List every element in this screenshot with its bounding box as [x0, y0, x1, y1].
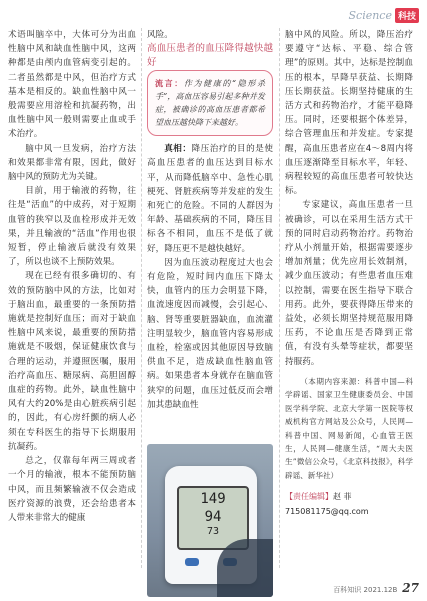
paragraph: 风险。	[147, 30, 173, 40]
truth-label: 真相：	[164, 144, 192, 155]
rumor-label: 流言：	[155, 78, 184, 89]
paragraph: 目前，用于输液的药物，往往是“活血”的中成药，对于短期血管的狭窄以及血栓形成并无效果，并且输液的“活血”作用也很短暂，停止输液后就没有效果了，所以也谈不上预防效果。	[8, 186, 136, 268]
source-note: （本期内容来源：科普中国—科学辟谣、国家卫生健康委员会、中国医学科学院、北京大学第一医院等权威机构官方网站及公众号，人民网—科普中国、网易新闻，心血管王医生，人民网—健康生活，“周大夫医生”微信公众号，《北京科技报》，科学辟谣、新华社）	[285, 376, 413, 480]
column-1	[8, 28, 136, 525]
page-footer	[333, 581, 419, 595]
paragraph: 因为血压波动程度过大也会有危险，短时间内血压下降太快，血管内的压力会明显下降，血流速度因而减慢，会引起心、脑、肾等重要脏器缺血，血流灌注明显较少，脑血管内容易形成血栓，栓塞或因其他原因导致脑供血不足，造成缺血性脑血管病。如果患者本身就存在脑血管狭窄的问题，血压过低反而会增加其患缺血性	[147, 257, 273, 410]
column-3	[285, 28, 413, 519]
column-divider	[279, 28, 280, 568]
section-tag: 科技	[395, 8, 419, 23]
paragraph: 脑中风一旦发病，治疗方法和效果都非常有限，因此，做好脑中风的预防尤为关键。	[8, 143, 136, 183]
section-label-en: Science	[348, 8, 392, 22]
diastolic-reading: 94	[204, 509, 222, 525]
monitor-button	[185, 558, 199, 566]
page-number: 27	[402, 581, 419, 595]
paragraph: 真相：降压治疗的目的是使高血压患者的血压达到目标水平，从而降低脑卒中、急性心肌梗死、肾脏疾病等并发症的发生和死亡的危险。不同的人群因为年龄、基础疾病的不同，降压目标各不相同，血压不是低了就好，降压更不是越快越好。	[147, 144, 273, 254]
paragraph: 现在已经有很多确切的、有效的预防脑中风的方法，比如对于脑出血，最重要的一条预防措施就是控制好血压；而对于缺血性脑中风来说，最重要的预防措施就是不吸烟，保证健康饮食与合理的运动，并遵照医嘱，服用治疗高血压、糖尿病、高胆固醇血症的药物。此外，缺血性脑中风有大约20%是由心脏疾病引起的，因此，有心房纤颤的病人必须在专科医生的指导下长期服用抗凝药。	[8, 271, 136, 452]
editor-name: 赵 菲	[333, 492, 352, 502]
section-header	[349, 6, 420, 24]
rumor-box	[147, 70, 273, 136]
section-heading: 高血压患者的血压降得越快越好	[147, 43, 273, 69]
paragraph: 脑中风的风险。所以，降压治疗要遵守“达标、平稳、综合管理”的原则。其中，达标是控制血压的根本，早降早获益、长期降压长期获益。长期坚持健康的生活方式和药物治疗，才能平稳降压。同时，还要根据个体差异，综合管理血压和并发症。专家提醒，高血压患者应在4～8周内将血压逐渐降至目标水平，年轻、病程较短的高血压患者可较快达标。	[285, 30, 413, 197]
column-divider	[141, 28, 142, 568]
publication-info: 百科知识 2021.12B	[333, 586, 398, 594]
paragraph: 专家建议，高血压患者一旦被确诊，可以在采用生活方式干预的同时启动药物治疗。药物治疗从小剂量开始，根据需要逐步增加剂量；优先应用长效制剂，减少血压波动；有些患者血压难以控制，需要在医生指导下联合用药。此外，要获得降压带来的益处，必须长期坚持规范服用降压药，不论血压是否降到正常值，有没有头晕等症状，都要坚持服药。	[285, 200, 413, 367]
cuff-shape	[217, 539, 273, 597]
rumor-text: 作为健康的“隐形杀手”，高血压容易引起多种并发症，被确诊的高血压患者都希望血压越快降下来越好。	[155, 79, 266, 128]
systolic-reading: 149	[200, 491, 226, 507]
blood-pressure-monitor-photo	[147, 444, 273, 597]
editor-line	[285, 490, 413, 503]
column-2	[147, 28, 273, 412]
paragraph: 术语叫脑卒中，大体可分为出血性脑中风和缺血性脑中风，这两种都是由颅内血管病变引起的。二者虽然都是中风，但治疗方式基本是相反的。缺血性脑中风一般需要应用溶栓和抗凝药物，出血性脑中风一般则需要止血或手术治疗。	[8, 30, 136, 140]
editor-email: 715081175@qq.com	[285, 507, 369, 517]
editor-label: 【责任编辑】	[285, 492, 333, 502]
pulse-reading: 73	[206, 526, 220, 537]
paragraph: 总之，仅靠每年两三周或者一个月的输液，根本不能预防脑中风，而且频繁输液不仅会造成医疗资源的浪费，还会给患者本人带来非常大的健康	[8, 456, 136, 523]
